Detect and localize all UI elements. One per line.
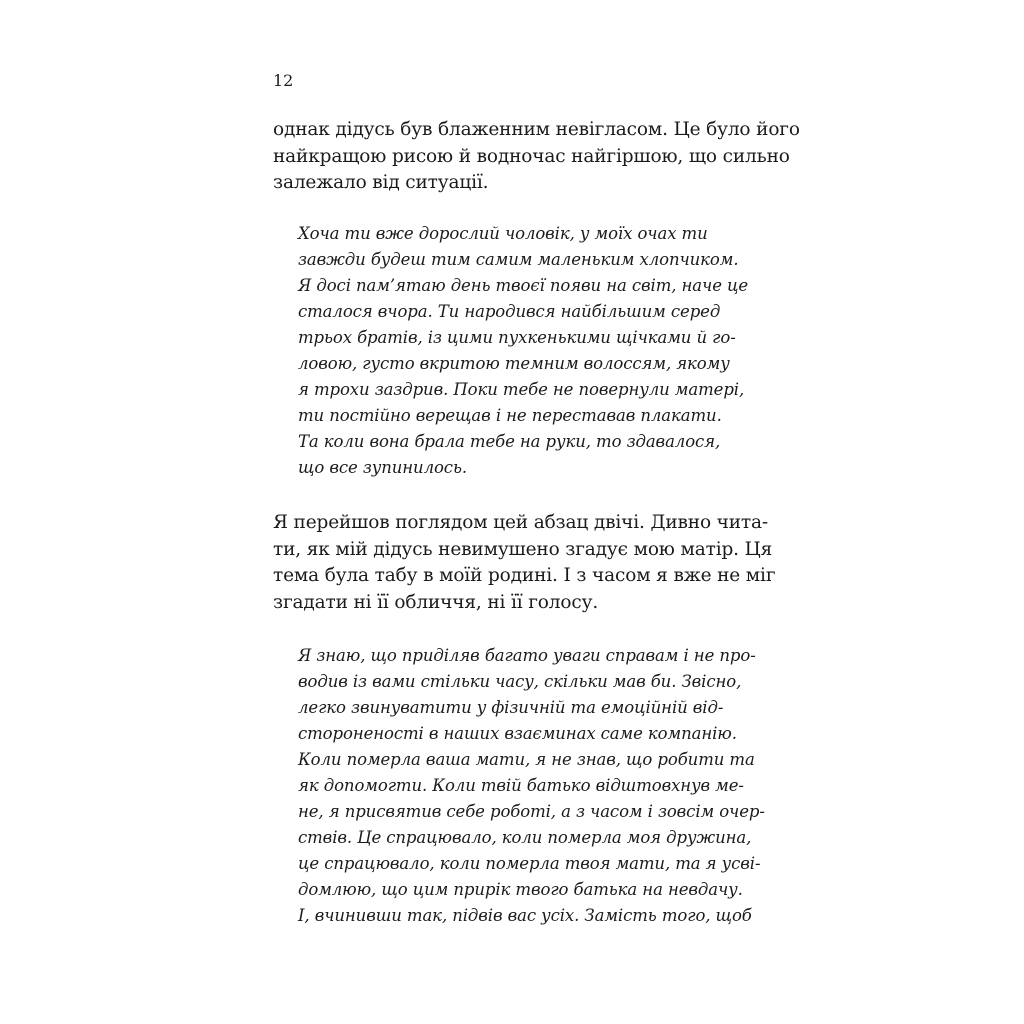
quote-line: ти постійно верещав і не переставав плакати. bbox=[298, 406, 722, 425]
quote-line: що все зупинилось. bbox=[298, 458, 467, 477]
quote-line: Хоча ти вже дорослий чоловік, у моїх очах ти bbox=[298, 224, 708, 243]
page-number: 12 bbox=[273, 71, 294, 90]
quote-line: ловою, густо вкритою темним волоссям, якому bbox=[298, 354, 730, 373]
quote-line: Я досі пам’ятаю день твоєї появи на світ, наче це bbox=[298, 276, 749, 295]
text-line: однак дідусь був блаженним невігласом. Це було його bbox=[273, 119, 800, 140]
quote-line: я трохи заздрив. Поки тебе не повернули матері, bbox=[298, 380, 745, 399]
quote-line: стороненості в наших взаєминах саме компанію. bbox=[298, 724, 737, 743]
quote-line: як допомогти. Коли твій батько відштовхнув ме- bbox=[298, 776, 744, 795]
text-line: ти, як мій дідусь невимушено згадує мою матір. Ця bbox=[273, 538, 773, 560]
quote-line: Та коли вона брала тебе на руки, то здавалося, bbox=[298, 432, 721, 451]
quote-line: не, я присвятив себе роботі, а з часом і зовсім очер- bbox=[298, 802, 765, 821]
quote-line: легко звинуватити у фізичній та емоційній від- bbox=[298, 698, 724, 717]
quote-line: сталося вчора. Ти народився найбільшим серед bbox=[298, 302, 721, 321]
quote-line: Коли померла ваша мати, я не знав, що робити та bbox=[298, 750, 755, 769]
text-line: Я перейшов поглядом цей абзац двічі. Дивно чита- bbox=[273, 512, 769, 533]
quote-line: ствів. Це спрацювало, коли померла моя дружина, bbox=[298, 828, 752, 847]
quote-line: Я знаю, що приділяв багато уваги справам і не про- bbox=[298, 646, 756, 665]
body-paragraph-1 bbox=[273, 117, 800, 197]
quote-line: завжди будеш тим самим маленьким хлопчиком. bbox=[298, 250, 739, 269]
quote-line: це спрацювало, коли померла твоя мати, та я усві- bbox=[298, 854, 761, 873]
text-line: тема була табу в моїй родині. І з часом я вже не міг bbox=[273, 565, 776, 586]
letter-quote-1 bbox=[298, 221, 748, 481]
text-line: найкращою рисою й водночас найгіршою, що сильно bbox=[273, 145, 790, 167]
text-line: згадати ні її обличчя, ні її голосу. bbox=[273, 591, 599, 613]
text-line: залежало від ситуації. bbox=[273, 172, 489, 193]
quote-line: І, вчинивши так, підвів вас усіх. Замість того, щоб bbox=[298, 906, 752, 925]
body-paragraph-2 bbox=[273, 510, 775, 616]
quote-line: трьох братів, із цими пухкенькими щічками й го- bbox=[298, 328, 736, 347]
quote-line: домлюю, що цим прирік твого батька на невдачу. bbox=[298, 880, 743, 899]
letter-quote-2 bbox=[298, 643, 765, 929]
quote-line: водив із вами стільки часу, скільки мав би. Звісно, bbox=[298, 672, 742, 691]
